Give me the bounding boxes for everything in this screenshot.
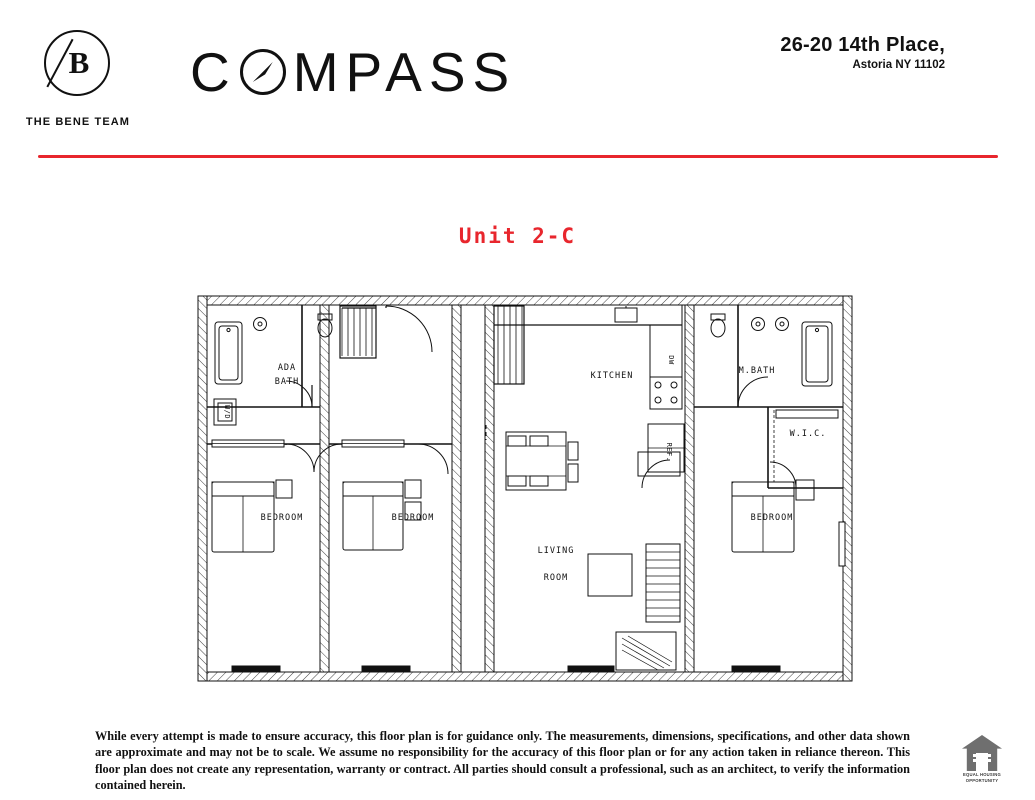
room-label-living-2: ROOM	[543, 573, 569, 583]
team-name: THE BENE TEAM	[25, 116, 131, 128]
appliance-label-wd: W/D	[223, 404, 231, 420]
appliance-label-ref: REF.	[665, 442, 673, 462]
room-label-ada-bath-2: BATH	[274, 377, 300, 387]
address-line-2: Astoria NY 11102	[852, 59, 945, 71]
page-header	[0, 0, 1035, 150]
eho-caption-line-1: EQUAL HOUSING	[963, 772, 1001, 777]
house-icon	[962, 735, 1002, 771]
room-label-living-1: LIVING	[537, 546, 575, 556]
room-label-mbath: M.BATH	[738, 366, 776, 376]
compass-word-part-1: C	[190, 41, 237, 103]
room-label-bedroom-middle: BEDROOM	[391, 513, 435, 523]
equal-housing-opportunity-logo	[954, 735, 1010, 787]
room-label-bedroom-right: BEDROOM	[750, 513, 794, 523]
disclaimer-text: While every attempt is made to ensure accuracy, this floor plan is for guidance only. The measurements, dimensions, specifications, and other data shown are approximate and may not be to scale. We assume no responsibility for the accuracy of this floor plan or for any action taken in reliance thereon. This floor plan does not create any representation, warranty or contract. All parties should consult a professional, such as an architect, to verify the information contained herein.	[95, 729, 910, 793]
room-label-ada-bath-1: ADA	[277, 363, 297, 373]
compass-word-part-2: MPASS	[292, 41, 517, 103]
page-title: Unit 2-C	[458, 224, 577, 248]
header-divider	[38, 155, 998, 158]
logo-monogram: B	[68, 45, 86, 80]
bene-team-logo	[25, 28, 131, 128]
room-label-kitchen: KITCHEN	[590, 371, 634, 381]
eho-caption-line-2: OPPORTUNITY	[965, 778, 999, 783]
room-label-wic: W.I.C.	[789, 429, 827, 439]
address-line-1: 26-20 14th Place,	[780, 34, 945, 56]
floor-plan-drawing	[190, 292, 860, 690]
property-address	[780, 34, 945, 71]
appliance-label-dw: DW	[667, 355, 675, 365]
room-label-bedroom-left: BEDROOM	[260, 513, 304, 523]
compass-needle-icon	[240, 46, 290, 98]
compass-wordmark	[190, 40, 516, 104]
